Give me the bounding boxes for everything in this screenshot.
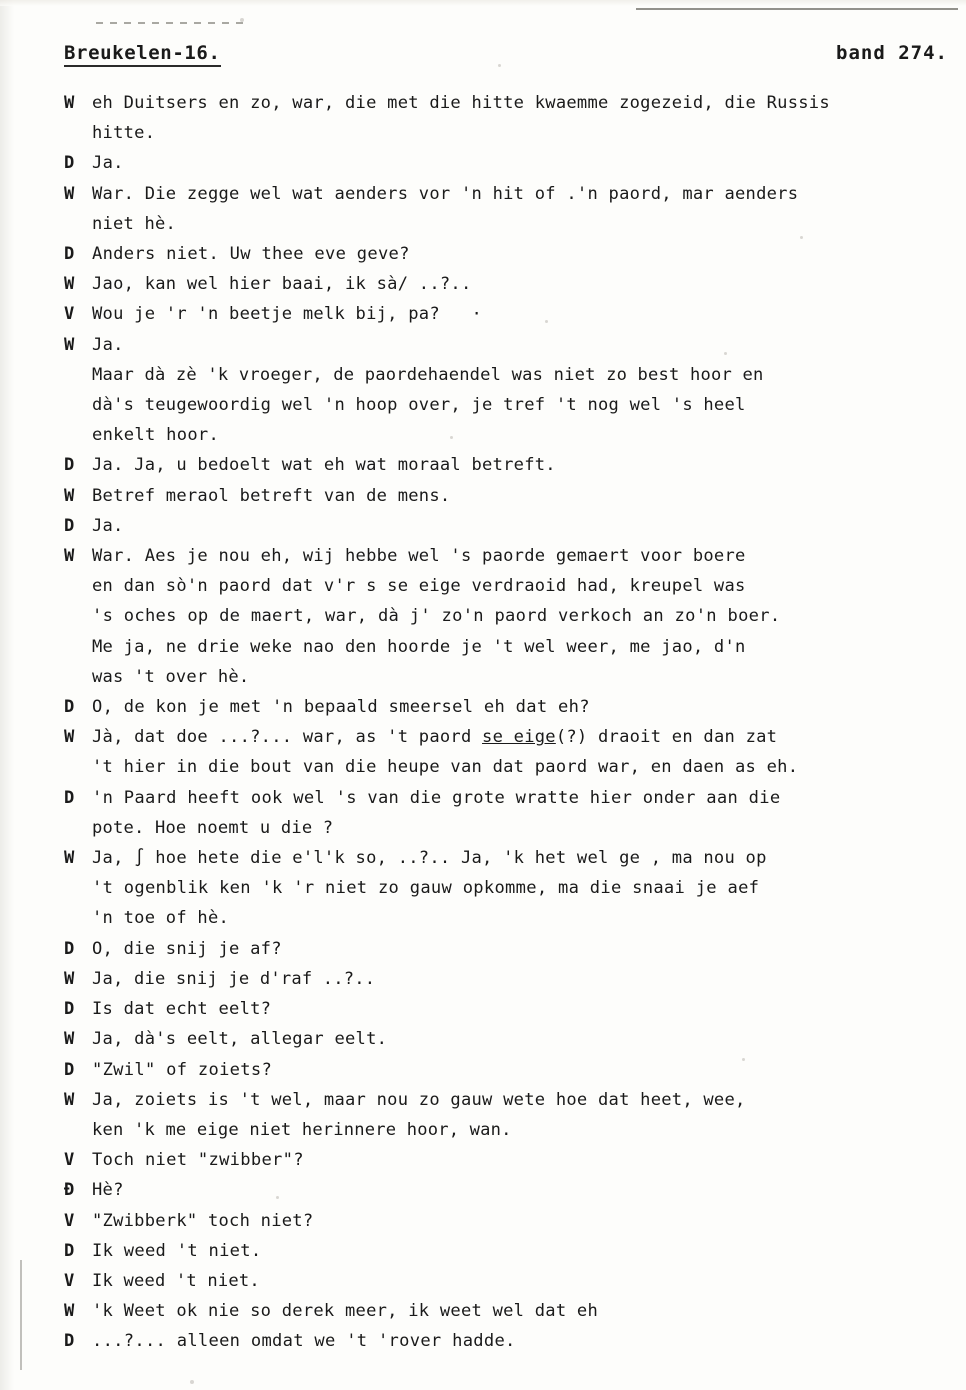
transcript-line (64, 118, 958, 148)
transcript-line (64, 1175, 958, 1205)
utterance-text: ken 'k me eige niet herinnere hoor, wan. (92, 1119, 512, 1140)
speaker-label: D (64, 1059, 75, 1080)
speaker-label: W (64, 546, 75, 567)
transcript-line (64, 209, 958, 239)
speaker-label: D (64, 153, 75, 174)
transcript-line (64, 269, 958, 299)
band-number: band 274. (836, 42, 948, 64)
utterance-text: Wou je 'r 'n beetje melk bij, pa? · (92, 304, 483, 325)
utterance-text: Is dat echt eelt? (92, 999, 272, 1020)
utterance-text: War. Die zegge wel wat aenders vor 'n hit of .'n paord, mar aenders (92, 183, 799, 204)
speaker-label: W (64, 93, 75, 113)
utterance-text: "Zwil" of zoiets? (92, 1059, 273, 1080)
speaker-label: D (64, 515, 75, 536)
transcript-line (64, 722, 958, 752)
transcript-line (64, 873, 958, 903)
scan-edge-artifact-left (0, 0, 14, 1390)
speaker-label: D (64, 455, 75, 476)
utterance-text: 't ogenblik ken 'k 'r niet zo gauw opkomme, ma die snaai je aef (92, 878, 760, 899)
speaker-label: W (64, 274, 75, 295)
utterance-text: Hè? (92, 1180, 124, 1201)
transcript-line (64, 299, 958, 329)
utterance-text: O, die snij je af? (92, 938, 282, 959)
utterance-text: Ja. (92, 334, 124, 355)
rule-top-right (636, 8, 958, 10)
transcript-line (64, 1296, 958, 1326)
transcript-line (64, 692, 958, 722)
utterance-text: Jà, dat doe ...?... war, as 't paord se eige(?) draoit en dan zat (92, 727, 778, 748)
utterance-text: Ik weed 't niet. (92, 1270, 260, 1291)
scan-speck (190, 1380, 194, 1384)
utterance-text: 'k Weet ok nie so derek meer, ik weet wel dat eh (92, 1301, 598, 1322)
transcript-line (64, 1326, 958, 1356)
transcript-body (64, 88, 958, 1357)
transcript-line (64, 179, 958, 209)
speaker-label: D (64, 244, 75, 265)
document-id: Breukelen-16. (64, 42, 221, 67)
transcript-line (64, 783, 958, 813)
transcript-line (64, 813, 958, 843)
scan-speck (240, 18, 244, 22)
speaker-label: W (64, 183, 75, 204)
utterance-text: Ja, die snij je d'raf ..?.. (92, 968, 376, 989)
transcript-line (64, 1024, 958, 1054)
transcript-line (64, 420, 958, 450)
transcript-line (64, 330, 958, 360)
speaker-label: D (64, 1331, 75, 1352)
transcript-line (64, 541, 958, 571)
utterance-text: 'n Paard heeft ook wel 's van die grote wratte hier onder aan die (92, 787, 781, 808)
utterance-text: Toch niet "zwibber"? (92, 1150, 304, 1171)
speaker-label: Ð (64, 1180, 75, 1201)
dashed-rule-top-left (96, 22, 244, 24)
transcript-line (64, 752, 958, 782)
transcript-line (64, 1085, 958, 1115)
speaker-label: W (64, 1301, 75, 1322)
utterance-text: hitte. (92, 123, 156, 144)
transcript-line (64, 994, 958, 1024)
speaker-label: V (64, 1150, 75, 1171)
speaker-label: W (64, 968, 75, 989)
speaker-label: V (64, 304, 75, 325)
transcript-line (64, 1115, 958, 1145)
utterance-text: O, de kon je met 'n bepaald smeersel eh dat eh? (92, 697, 590, 718)
transcript-line (64, 360, 958, 390)
utterance-text: War. Aes je nou eh, wij hebbe wel 's paorde gemaert voor boere (92, 546, 746, 567)
utterance-text: Ja, ∫ hoe hete die e'l'k so, ..?.. Ja, 'k het wel ge , ma nou op (92, 848, 767, 869)
speaker-label: V (64, 1210, 75, 1231)
speaker-label: D (64, 697, 75, 718)
underlined-phrase: se eige (482, 727, 556, 748)
speaker-label: W (64, 848, 75, 869)
speaker-label: D (64, 938, 75, 959)
speaker-label: W (64, 1089, 75, 1110)
transcript-line (64, 843, 958, 873)
utterance-text: enkelt hoor. (92, 425, 220, 446)
utterance-text: Me ja, ne drie weke nao den hoorde je 't wel weer, me jao, d'n (92, 636, 746, 657)
speaker-label: W (64, 334, 75, 355)
transcript-line (64, 1206, 958, 1236)
utterance-text: Maar dà zè 'k vroeger, de paordehaendel was niet zo best hoor en (92, 364, 764, 385)
transcript-line (64, 632, 958, 662)
transcript-line (64, 571, 958, 601)
utterance-text: Ja, dà's eelt, allegar eelt. (92, 1029, 388, 1050)
utterance-text: Ja. (92, 153, 124, 174)
transcript-line (64, 239, 958, 269)
transcript-line (64, 1055, 958, 1085)
transcript-line (64, 511, 958, 541)
speaker-label: D (64, 999, 75, 1020)
utterance-text: was 't over hè. (92, 666, 250, 687)
utterance-text: niet hè. (92, 213, 176, 234)
transcript-line (64, 934, 958, 964)
speaker-label: W (64, 727, 75, 748)
transcript-line (64, 964, 958, 994)
speaker-label: V (64, 1270, 75, 1291)
utterance-text: 's oches op de maert, war, dà j' zo'n paord verkoch an zo'n boer. (92, 606, 781, 627)
utterance-text: Jao, kan wel hier baai, ik sà/ ..?.. (92, 274, 472, 295)
transcript-line (64, 1236, 958, 1266)
utterance-text: eh Duitsers en zo, war, die met die hitte kwaemme zogezeid, die Russis (92, 93, 830, 113)
speaker-label: D (64, 1240, 75, 1261)
utterance-text: en dan sò'n paord dat v'r s se eige verdraoid had, kreupel was (92, 576, 746, 597)
transcript-line (64, 1145, 958, 1175)
transcript-line (64, 390, 958, 420)
margin-tick (20, 1260, 22, 1370)
transcript-line (64, 662, 958, 692)
utterance-text: "Zwibberk" toch niet? (92, 1210, 314, 1231)
transcript-line (64, 450, 958, 480)
transcript-line (64, 148, 958, 178)
utterance-text: 'n toe of hè. (92, 908, 230, 929)
utterance-text: 't hier in die bout van die heupe van dat paord war, en daen as eh. (92, 757, 799, 778)
page-header (64, 42, 948, 67)
transcript-line (64, 903, 958, 933)
transcript-line (64, 601, 958, 631)
utterance-text: Anders niet. Uw thee eve geve? (92, 244, 410, 265)
utterance-text: dà's teugewoordig wel 'n hoop over, je tref 't nog wel 's heel (92, 395, 746, 416)
utterance-text: pote. Hoe noemt u die ? (92, 817, 334, 838)
speaker-label: W (64, 1029, 75, 1050)
scan-edge-artifact-top (0, 0, 966, 6)
utterance-text: Betref meraol betreft van de mens. (92, 485, 451, 506)
utterance-text: Ja. Ja, u bedoelt wat eh wat moraal betreft. (92, 455, 556, 476)
transcript-line (64, 1266, 958, 1296)
speaker-label: W (64, 485, 75, 506)
utterance-text: ...?... alleen omdat we 't 'rover hadde. (92, 1331, 516, 1352)
speaker-label: D (64, 787, 75, 808)
transcript-line (64, 88, 958, 118)
transcript-line (64, 481, 958, 511)
utterance-text: Ja. (92, 515, 124, 536)
utterance-text: Ja, zoiets is 't wel, maar nou zo gauw wete hoe dat heet, wee, (92, 1089, 746, 1110)
utterance-text: Ik weed 't niet. (92, 1240, 262, 1261)
